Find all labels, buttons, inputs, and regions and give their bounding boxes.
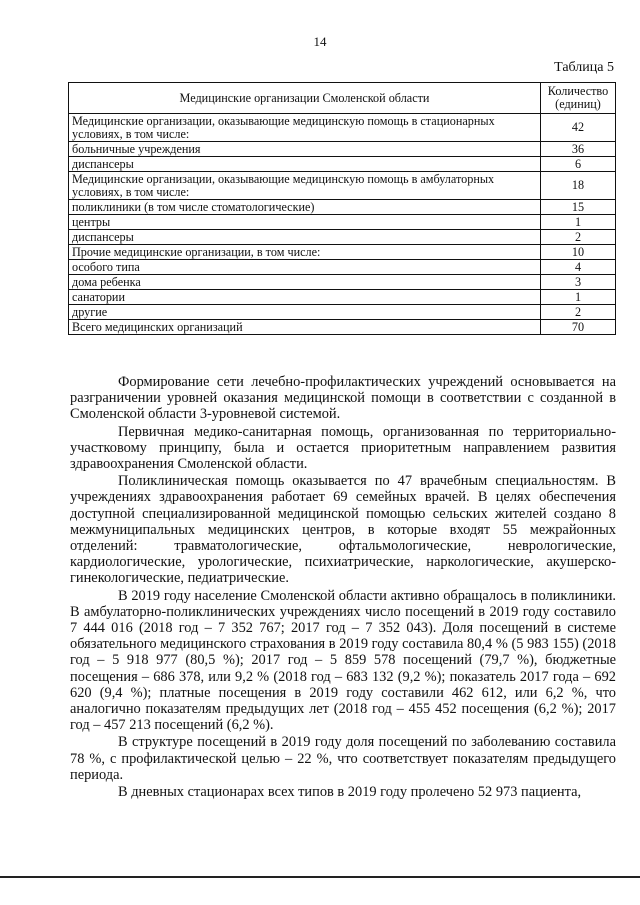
- table-caption: Таблица 5: [554, 60, 614, 75]
- row-value: 4: [541, 260, 616, 275]
- row-label: дома ребенка: [69, 275, 541, 290]
- medical-organizations-table: [68, 82, 616, 335]
- table-row: [69, 172, 616, 200]
- row-label: Медицинские организации, оказывающие медицинскую помощь в амбулаторных условиях, в том числе:: [69, 172, 541, 200]
- table-row: [69, 275, 616, 290]
- row-label: центры: [69, 215, 541, 230]
- paragraph: Поликлиническая помощь оказывается по 47 врачебным специальностям. В учреждениях здравоохранения работает 69 семейных врачей. В целях обеспечения доступной специализированной медицинской помощью сельских жителей создано 8 межмуниципальных медицинских центров, в которые входят 55 межрайонных отделений: травматологические, офтальмологические, неврологические, кардиологические, урологические, психиатрические, наркологические, акушерско-гинекологические, педиатрические.: [70, 473, 616, 587]
- table-row: [69, 305, 616, 320]
- table-row: [69, 260, 616, 275]
- row-label: Медицинские организации, оказывающие медицинскую помощь в стационарных условиях, в том числе:: [69, 114, 541, 142]
- row-label: Всего медицинских организаций: [69, 320, 541, 335]
- paragraph: В структуре посещений в 2019 году доля посещений по заболеванию составила 78 %, с профилактической целью – 22 %, что соответствует показателям предыдущего периода.: [70, 734, 616, 783]
- row-value: 15: [541, 200, 616, 215]
- body-text: [70, 374, 616, 801]
- row-value: 10: [541, 245, 616, 260]
- row-value: 42: [541, 114, 616, 142]
- row-label: поликлиники (в том числе стоматологические): [69, 200, 541, 215]
- table-row: [69, 215, 616, 230]
- row-label: Прочие медицинские организации, в том числе:: [69, 245, 541, 260]
- row-value: 70: [541, 320, 616, 335]
- table-row: [69, 200, 616, 215]
- header-count: Количество (единиц): [541, 83, 616, 114]
- table-total-row: [69, 320, 616, 335]
- row-label: другие: [69, 305, 541, 320]
- row-label: санатории: [69, 290, 541, 305]
- row-value: 3: [541, 275, 616, 290]
- row-label: особого типа: [69, 260, 541, 275]
- table-row: [69, 114, 616, 142]
- row-label: диспансеры: [69, 157, 541, 172]
- table-row: [69, 142, 616, 157]
- paragraph: В 2019 году население Смоленской области активно обращалось в поликлиники. В амбулаторно-поликлинических учреждениях число посещений в 2019 году составило 7 444 016 (2018 год – 7 352 767; 2017 год – 7 352 043). Доля посещений в системе обязательного медицинского страхования в 2019 году составила 80,4 % (5 983 155) (2018 год – 5 918 977 (80,5 %); 2017 год – 5 859 578 посещений (79,7 %), бюджетные посещения – 686 378, или 9,2 % (2018 год – 683 132 (9,2 %); показатель 2017 года – 692 620 (9,4 %); платные посещения в 2019 году составили 462 612, или 6,2 %, что аналогично показателям предыдущих лет (2018 год – 455 452 посещения (6,2 %); 2017 год – 457 213 посещений (6,2 %).: [70, 587, 616, 734]
- table-row: [69, 290, 616, 305]
- paragraph: Формирование сети лечебно-профилактических учреждений основывается на разграничении уровней оказания медицинской помощи в соответствии с созданной в Смоленской области 3-уровневой системой.: [70, 374, 616, 423]
- paragraph: Первичная медико-санитарная помощь, организованная по территориально-участковому принципу, была и остается приоритетным направлением развития здравоохранения Смоленской области.: [70, 423, 616, 473]
- header-organizations: Медицинские организации Смоленской области: [69, 83, 541, 114]
- row-label: больничные учреждения: [69, 142, 541, 157]
- table-row: [69, 230, 616, 245]
- table-header-row: [69, 83, 616, 114]
- row-value: 1: [541, 290, 616, 305]
- row-value: 6: [541, 157, 616, 172]
- table-row: [69, 157, 616, 172]
- row-value: 2: [541, 305, 616, 320]
- row-value: 1: [541, 215, 616, 230]
- row-value: 18: [541, 172, 616, 200]
- row-label: диспансеры: [69, 230, 541, 245]
- page-number: 14: [313, 34, 327, 49]
- row-value: 2: [541, 230, 616, 245]
- row-value: 36: [541, 142, 616, 157]
- paragraph: В дневных стационарах всех типов в 2019 году пролечено 52 973 пациента,: [118, 784, 582, 801]
- footer-rule: [0, 876, 640, 878]
- table-row: [69, 245, 616, 260]
